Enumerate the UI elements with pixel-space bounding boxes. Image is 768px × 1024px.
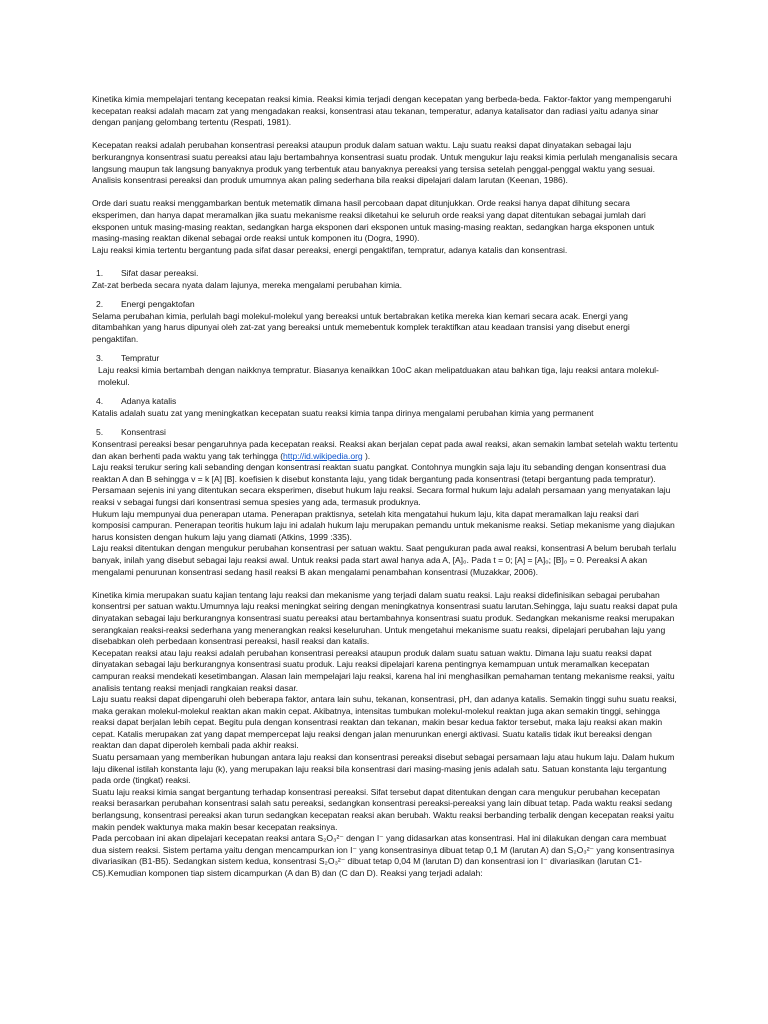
intro-paragraph-3: Orde dari suatu reaksi menggambarkan bentuk metematik dimana hasil percobaan dapat ditunjukkan. Orde reaksi hanya dapat dihitung secara eksperimen, dan hanya dapat meramalkan jika suatu mekanisme reaksi diketahui ke seluruh orde reaksi yang dapat ditentukan sebagai jumlah dari eksponen untuk masing-masing reaktan, sedangkan harga eksponen dari eksponen untuk masing-masing reaktan, sedangkan harga eksponen untuk masing-masing reaktan dikenal sebagai orde reaksi untuk komponen itu (Dogra, 1990). — [92, 198, 655, 244]
konsentrasi-paragraph-2: Laju reaksi terukur sering kali sebanding dengan konsentrasi reaktan suatu pangkat. Contohnya mungkin saja laju itu sebanding dengan konsentrasi dua reaktan A dan B sehingga v = k [A] [B]. koefisien k disebut konstanta laju, yang tidak bergantung pada konsentrasi (tetapi bergantung pada tempratur). Persamaan sejenis ini yang ditentukan secara eksperimen, disebut hukum laju reaksi. Secara formal hukum laju adalah persamaan yang menyatakan laju reaksi v sebagai fungsi dari konsentrasi semua spesies yang ada, termasuk produknya. — [92, 462, 671, 507]
list-item-body-2: Selama perubahan kimia, perlulah bagi molekul-molekul yang bereaksi untuk bertabrakan ketika mereka kian kemari secara acak. Energi yang ditambahkan yang harus dipunyai oleh zat-zat yang bereaksi untuk memebentuk komplek teraktifkan atau keadaan transisi yang disebut energi pengaktifan. — [92, 310, 630, 344]
intro-paragraph-2: Kecepatan reaksi adalah perubahan konsentrasi pereaksi ataupun produk dalam satuan waktu. Laju suatu reaksi dapat dinyatakan sebagai laju berkurangnya konsentrasi suatu pereaksi atau laju bertambahnya konsentrasi suatu prodak. Untuk mengukur laju reaksi kimia perlulah menganalisis secara langsung maupun tak langsung banyaknya produk yang terbentuk atau banyaknya pereaksi yang tersisa setelah penggal-penggal waktu yang sesuai. Analisis konsentrasi pereaksi dan produk umumnya akan paling sederhana bila reaksi dipelajari dalam larutan (Keenan, 1986). — [92, 140, 678, 186]
list-item-heading-3: 3. Tempratur — [96, 353, 160, 364]
list-item-heading-2: 2. Energi pengaktofan — [96, 299, 195, 310]
list-item-heading-4: 4. Adanya katalis — [96, 396, 177, 407]
list-item-heading-1: 1. Sifat dasar pereaksi. — [96, 267, 199, 278]
konsentrasi-paragraph-1: Konsentrasi pereaksi besar pengaruhnya pada kecepatan reaksi. Reaksi akan berjalan cepat pada awal reaksi, akan semakin lambat setelah waktu tertentu dan akan berhenti pada waktu yang tak terhingga (http://id.wikipedia.org ). — [92, 439, 678, 461]
wikipedia-link[interactable]: http://id.wikipedia.org — [283, 450, 363, 461]
list-item-body-4: Katalis adalah suatu zat yang meningkatkan kecepatan suatu reaksi kimia tanpa dirinya mengalami perubahan kimia yang permanent — [92, 407, 594, 418]
kinetika-paragraph-1: Kinetika kimia merupakan suatu kajian tentang laju reaksi dan mekanisme yang terjadi dalam suatu reaksi. Laju reaksi didefinisikan sebagai perubahan konsentrsi per satuan waktu.Umumnya laju reaksi meningkat seiring dengan meningkatnya konsentrasi suatu larutan.Sehingga, laju suatu reaksi dapat pula dinyatakan sebagai laju berkurangnya konsentrasi suatu pereaksi atau bertambahnya konsentrasi suatu produk. Sedangkan mekanisme reaksi merupakan serangkaian reaksi-reaksi sederhana yang menerangkan reaksi keseluruhan. Untuk mengetahui mekanisme suatu reaksi, dipelajari perubahan laju yang disebabkan oleh perbedaan konsentrasi pereaksi, hasil reaksi dan katalis. — [92, 589, 678, 647]
kinetika-paragraph-6: Pada percobaan ini akan dipelajari kecepatan reaksi antara S₂O₃²⁻ dengan I⁻ yang didasarkan atas konsentrasi. Hal ini dilakukan dengan cara membuat dua sistem reaksi. Sistem pertama yaitu dengan mencampurkan ion I⁻ yang konsentrasinya dibuat tetap 0,1 M (larutan A) dan S₂O₃²⁻ yang konsentrasinya divariasikan (B1-B5). Sedangkan sistem kedua, konsentrasi S₂O₃²⁻ dibuat tetap 0,04 M (larutan D) dan konsentrasi ion I⁻ divariasikan (larutan C1-C5).Kemudian komponen tiap sistem dicampurkan (A dan B) dan (C dan D). Reaksi yang terjadi adalah: — [92, 833, 675, 878]
intro-paragraph-4: Laju reaksi kimia tertentu bergantung pada sifat dasar pereaksi, energi pengaktifan, tempratur, adanya katalis dan konsentrasi. — [92, 244, 568, 255]
list-item-body-1: Zat-zat berbeda secara nyata dalam lajunya, mereka mengalami perubahan kimia. — [92, 279, 402, 290]
kinetika-paragraph-4: Suatu persamaan yang memberikan hubungan antara laju reaksi dan konsentrasi pereaksi disebut sebagai persamaan laju atau hukum laju. Dalam hukum laju dikenal istilah konstanta laju (k), yang merupakan laju reaksi bila konsentrasi dari masing-masing jenis adalah satu. Satuan konstanta laju tergantung pada orde (tingkat) reaksi. — [92, 752, 675, 786]
intro-paragraph-1: Kinetika kimia mempelajari tentang kecepatan reaksi kimia. Reaksi kimia terjadi dengan kecepatan yang berbeda-beda. Faktor-faktor yang mempengaruhi kecepatan reaksi adalah macam zat yang mengadakan reaksi, konsentrasi atau tekanan, temperatur, adanya katalisator dan radiasi yaitu adanya sinar dengan panjang gelombang tertentu (Respati, 1981). — [92, 94, 672, 128]
list-item-body-3: Laju reaksi kimia bertambah dengan naikknya tempratur. Biasanya kenaikkan 10oC akan melipatduakan atau bahkan tiga, laju reaksi antara molekul-molekul. — [98, 365, 659, 387]
konsentrasi-paragraph-4: Laju reaksi ditentukan dengan mengukur perubahan konsentrasi per satuan waktu. Saat pengukuran pada awal reaksi, konsentrasi A belum berubah terlalu banyak, inilah yang disebut sebagai laju reaksi awal. Untuk reaksi pada start awal hanya ada A, [A]₀. Pada t = 0; [A] = [A]₀; [B]₀ = 0. Pereaksi A akan mengalami penurunan konsentrasi sedang hasil reaksi B akan mengalami penambahan konsentrasi (Muzakkar, 2006). — [92, 543, 677, 577]
konsentrasi-paragraph-3: Hukum laju mempunyai dua penerapan utama. Penerapan praktisnya, setelah kita mengatahui hukum laju, kita dapat meramalkan laju reaksi dari komposisi campuran. Penerapan teoritis hukum laju ini adalah hukum laju merupakan pemandu untuk mekanisme reaksi. Setiap mekanisme yang diajukan harus konsisten dengan hukum laju yang diamati (Atkins, 1999 :335). — [92, 508, 675, 542]
list-item-heading-5: 5. Konsentrasi — [96, 427, 166, 438]
kinetika-paragraph-2: Kecepatan reaksi atau laju reaksi adalah perubahan konsentrasi pereaksi ataupun produk dalam suatu satuan waktu. Dimana laju suatu reaksi dapat dinyatakan sebagai laju berkurangnya konsentrasi suatu produk. Laju reaksi dipelajari karena pentingnya kemampuan untuk meramalkan kecepatan campuran reaksi mendekati kesetimbangan. Alasan lain mempelajari laju reaksi, karena hal ini menghasilkan pemahaman tentang mekanisme reaksi, yaitu analisis tentang reaksi menjadi rangkaian reaksi dasar. — [92, 647, 675, 693]
kinetika-paragraph-5: Suatu laju reaksi kimia sangat bergantung terhadap konsentrasi pereaksi. Sifat tersebut dapat ditentukan dengan cara mengukur perubahan kecepatan reaksi berasarkan perubahan konsentrasi salah satu pereaksi, sedangkan konsentrasi pereaksi-pereaksi yang lain dibuat tetap. Pada waktu reaksi sedang berlangsung, konsentrasi pereaksi akan turun sedangkan kecepatan reaksi akan berubah. Waktu reaksi berbanding terbalik dengan kecepatan reaksi yaitu makin pendek waktunya maka makin besar kecepatan reaksinya. — [92, 786, 674, 832]
kinetika-paragraph-3: Laju suatu reaksi dapat dipengaruhi oleh beberapa faktor, antara lain suhu, tekanan, konsentrasi, pH, dan adanya katalis. Semakin tinggi suhu suatu reaksi, maka gerakan molekul-molekul reaktan akan makin cepat. Akibatnya, intensitas tumbukan molekul-molekul reaktan juga akan semakin tinggi, sehingga reaksi dapat berjalan lebih cepat. Begitu pula dengan konsentrasi reaktan dan tekanan, makin besar kedua faktor tersebut, maka laju reaksi akan makin cepat. Katalis merupakan zat yang dapat mempercepat laju reaksi dengan jalan menurunkan energi aktivasi. Suatu katalis tidak ikut bereaksi dengan reaktan dan dapat diperoleh kembali pada akhir reaksi. — [92, 694, 677, 751]
document-page — [92, 94, 678, 880]
